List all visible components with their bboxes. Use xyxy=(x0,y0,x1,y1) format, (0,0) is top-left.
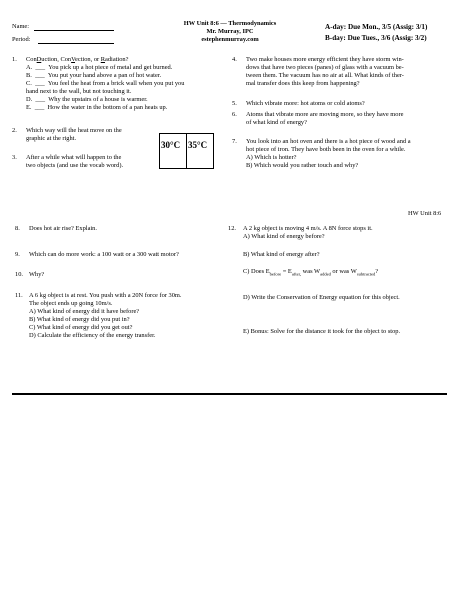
q7-item-a: A) Which is hotter? xyxy=(246,154,297,161)
q1-item-c-text: You feel the heat from a brick wall when you put you xyxy=(47,80,185,87)
q1-stem-mid1: uction, Con xyxy=(41,56,72,63)
q1-stem-end: adiation? xyxy=(105,56,129,63)
q11-line-1: A 6 kg object is at rest. You push with a 20N force for 30m. xyxy=(29,292,182,299)
q12-text: A 2 kg object is moving 4 m/s. A 8N force stops it. xyxy=(243,225,373,232)
q1-item-a xyxy=(26,64,172,72)
q12-item-c xyxy=(243,268,378,278)
q7-item-b: B) Which would you rather touch and why? xyxy=(246,162,359,169)
q12-item-d: D) Write the Conservation of Energy equation for this object. xyxy=(243,294,400,301)
q1-item-d-text: Why the upstairs of a house is warmer. xyxy=(48,96,148,103)
website: estephenmurray.com xyxy=(201,36,259,43)
q1-stem-r: R xyxy=(100,56,106,63)
q6-line-1: Atoms that vibrate more are moving more, so they have more xyxy=(246,111,404,118)
q3-line-1: After a while what will happen to the xyxy=(26,154,122,161)
q12-c-end: ? xyxy=(375,268,379,275)
q2-number: 2. xyxy=(12,127,17,134)
q1-stem xyxy=(26,56,128,64)
q1-item-d-letter: D. xyxy=(26,96,33,103)
q4-line-3: tween them. The vacuum has no air at all. What kinds of ther- xyxy=(246,72,404,79)
q1-item-c-blank[interactable]: ___ xyxy=(35,80,45,87)
q1-item-b-blank[interactable]: ___ xyxy=(35,72,45,79)
q8-text: Does hot air rise? Explain. xyxy=(29,225,97,232)
q12-c-sub-after: after, xyxy=(291,271,302,277)
q1-number: 1. xyxy=(12,56,17,63)
name-blank-line[interactable] xyxy=(34,30,114,31)
q1-item-b-text: You put your hand above a pan of hot water. xyxy=(47,72,162,79)
q5-line-1: Which vibrate more: hot atoms or cold atoms? xyxy=(246,100,365,107)
q1-item-b xyxy=(26,72,161,80)
q9-number: 9. xyxy=(15,251,20,258)
q1-item-d xyxy=(26,96,148,104)
a-day-due: A-day: Due Mon., 3/5 (Assig: 3/1) xyxy=(325,23,428,31)
q1-item-c-letter: C. xyxy=(26,80,32,87)
q12-c-sub-before: before xyxy=(269,271,282,277)
q11-item-d: D) Calculate the efficiency of the energy transfer. xyxy=(29,332,156,339)
q12-c-mid3: or was W xyxy=(330,268,357,275)
q1-stem-mid2: ection, or xyxy=(75,56,101,63)
period-blank-line[interactable] xyxy=(38,43,114,44)
q12-item-b: B) What kind of energy after? xyxy=(243,251,320,258)
q1-item-d-blank[interactable]: ___ xyxy=(35,96,46,103)
q7-number: 7. xyxy=(232,138,237,145)
q12-c-sub-subtracted: subtracted xyxy=(356,271,376,277)
q4-line-1: Two make houses more energy efficient they have storm win- xyxy=(246,56,404,63)
q11-item-c: C) What kind of energy did you get out? xyxy=(29,324,133,331)
q7-line-2: hot piece of iron. They have both been in the oven for a while. xyxy=(246,146,406,153)
q6-number: 6. xyxy=(232,111,237,118)
q1-item-e-letter: E. xyxy=(26,104,32,111)
q6-line-2: of what kind of energy? xyxy=(246,119,307,126)
period-label: Period: xyxy=(12,36,31,43)
q9-text: Which can do more work: a 100 watt or a 300 watt motor? xyxy=(29,251,179,258)
q11-number: 11. xyxy=(15,292,23,299)
q4-line-2: dows that have two pieces (panes) of glass with a vacuum be- xyxy=(246,64,404,71)
q1-item-a-blank[interactable]: ___ xyxy=(35,64,46,71)
q12-c-pre: C) Does E xyxy=(243,268,270,275)
q10-text: Why? xyxy=(29,271,45,278)
q4-line-4: mal transfer does this keep from happening? xyxy=(246,80,360,87)
q8-number: 8. xyxy=(15,225,20,232)
temp-left-label: 30°C xyxy=(161,140,181,150)
q4-number: 4. xyxy=(232,56,237,63)
q1-item-b-letter: B. xyxy=(26,72,32,79)
q2-line-1: Which way will the heat move on the xyxy=(26,127,122,134)
q1-item-e-text: How the water in the bottom of a pan heats up. xyxy=(47,104,168,111)
q1-item-a-letter: A. xyxy=(26,64,33,71)
q1-item-e xyxy=(26,104,167,112)
q3-line-2: two objects (and use the vocab word). xyxy=(26,162,124,169)
q7-line-1: You look into an hot oven and there is a hot piece of wood and a xyxy=(246,138,411,145)
q1-item-a-text: You pick up a hot piece of metal and get burned. xyxy=(48,64,173,71)
q1-item-c xyxy=(26,80,184,88)
q1-stem-pre: Con xyxy=(26,56,37,63)
b-day-due: B-day: Due Tues., 3/6 (Assig: 3/2) xyxy=(325,34,427,42)
unit-label: HW Unit 8:6 xyxy=(408,210,442,217)
q12-c-sub-added: added xyxy=(320,271,331,277)
name-label: Name: xyxy=(12,23,30,30)
q11-line-2: The object ends up going 10m/s. xyxy=(29,300,113,307)
q12-number: 12. xyxy=(228,225,236,232)
q1-item-e-blank[interactable]: ___ xyxy=(34,104,45,111)
q12-item-a: A) What kind of energy before? xyxy=(243,233,325,240)
q1-stem-d: D xyxy=(36,56,42,63)
q12-c-mid2: was W xyxy=(301,268,321,275)
q10-number: 10. xyxy=(15,271,23,278)
q11-item-b: B) What kind of energy did you put in? xyxy=(29,316,130,323)
bottom-divider-line xyxy=(12,393,447,395)
q12-item-e: E) Bonus: Solve for the distance it took for the object to stop. xyxy=(243,328,401,335)
teacher-name: Mr. Murray, IPC xyxy=(206,28,254,35)
q5-number: 5. xyxy=(232,100,237,107)
q1-item-c-continued: hand next to the wall, but not touching it. xyxy=(26,88,132,95)
page-title: HW Unit 8:6 — Thermodynamics xyxy=(183,20,277,27)
q1-stem-v: V xyxy=(71,56,76,63)
q12-c-mid1: = E xyxy=(281,268,292,275)
q3-number: 3. xyxy=(12,154,17,161)
temp-right-label: 35°C xyxy=(188,140,208,150)
q2-line-2: graphic at the right. xyxy=(26,135,77,142)
q11-item-a: A) What kind of energy did it have before? xyxy=(29,308,140,315)
